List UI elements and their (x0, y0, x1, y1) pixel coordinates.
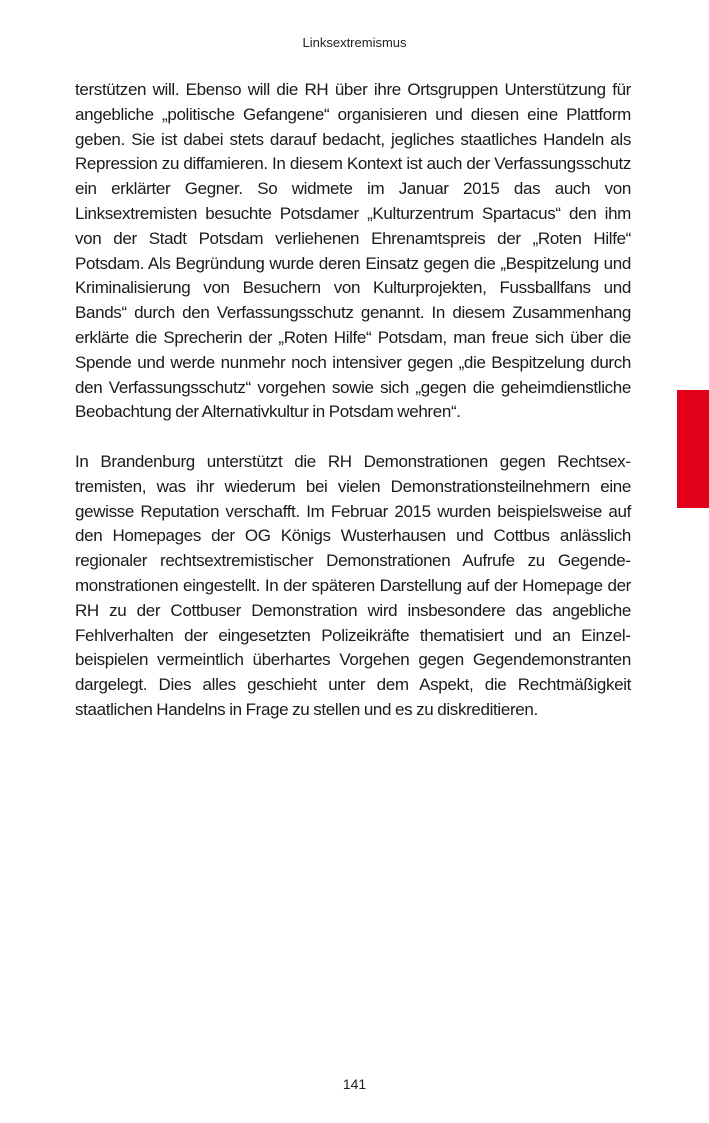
paragraph-1: terstützen will. Ebenso will die RH über ihre Ortsgruppen Unterstützung für angebliche „politische Gefangene“ organisieren und diesen eine Plattform geben. Sie ist dabei stets darauf bedacht, jegliches staatliches Handeln als Repression zu diffamieren. In diesem Kontext ist auch der Verfassungsschutz ein erklärter Gegner. So widmete im Januar 2015 das auch von Linksextremisten besuchte Potsdamer „Kulturzentrum Spartacus“ den ihm von der Stadt Potsdam verliehenen Ehrenamtspreis der „Roten Hilfe“ Potsdam. Als Begründung wurde deren Einsatz gegen die „Bespitzelung und Kriminalisierung von Besuchern von Kulturprojekten, Fussballfans und Bands“ durch den Verfassungsschutz genannt. In diesem Zusammenhang erklärte die Sprecherin der „Roten Hilfe“ Potsdam, man freue sich über die Spende und werde nunmehr noch intensiver gegen „die Bespitzelung durch den Verfassungsschutz“ vorgehen sowie sich „gegen die geheimdienstliche Beobachtung der Alternativkultur in Potsdam wehren“. (75, 80, 631, 422)
paragraph-2: In Brandenburg unterstützt die RH Demonstrationen gegen Rechtsextremisten, was ihr wiederum bei vielen Demonstrationsteilnehmern eine gewisse Reputation verschafft. Im Februar 2015 wurden beispielsweise auf den Homepages der OG Königs Wusterhausen und Cottbus anlässlich regionaler rechtsextremistischer Demonstrationen Aufrufe zu Gegendemonstrationen eingestellt. In der späteren Darstellung auf der Homepage der RH zu der Cottbuser Demonstration wird insbesondere das angebliche Fehlverhalten der eingesetzten Polizeikräfte thematisiert und an Einzelbeispielen vermeintlich überhartes Vorgehen gegen Gegendemonstranten dargelegt. Dies alles geschieht unter dem Aspekt, die Rechtmäßigkeit staatlichen Handelns in Frage zu stellen und es zu diskreditieren. (75, 451, 631, 719)
chapter-tab-marker (677, 390, 709, 508)
body-text (75, 78, 631, 723)
page-number: 141 (342, 1076, 367, 1092)
running-header: Linksextremismus (302, 35, 407, 50)
